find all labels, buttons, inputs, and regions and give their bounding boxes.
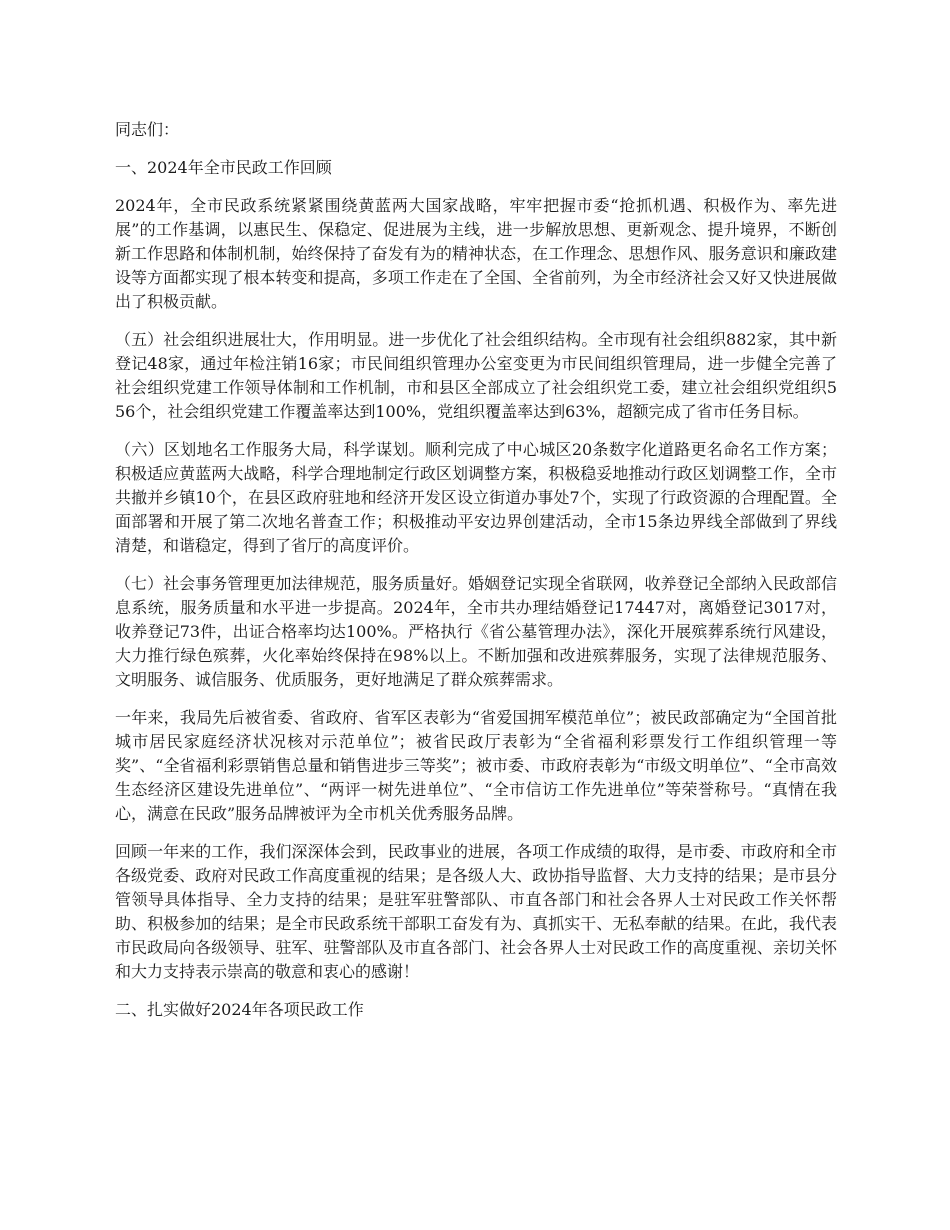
paragraph-reflection: 回顾一年来的工作，我们深深体会到，民政事业的进展，各项工作成绩的取得，是市委、市政府和全市各级党委、政府对民政工作高度重视的结果；是各级人大、政协指导监督、大力支持的结果；是市县分管领导具体指导、全力支持的结果；是驻军驻警部队、市直各部门和社会各界人士对民政工作关怀帮助、积极参加的结果；是全市民政系统干部职工奋发有为、真抓实干、无私奉献的结果。在此，我代表市民政局向各级领导、驻军、驻警部队及市直各部门、社会各界人士对民政工作的高度重视、亲切关怀和大力支持表示崇高的敬意和衷心的感谢！ xyxy=(115,842,837,981)
paragraph-administrative-divisions: （六）区划地名工作服务大局，科学谋划。顺利完成了中心城区20条数字化道路更名命名工作方案；积极适应黄蓝两大战略，科学合理地制定行政区划调整方案，积极稳妥地推动行政区划调整工作，全市共撤并乡镇10个，在县区政府驻地和经济开发区设立街道办事处7个，实现了行政资源的合理配置。全面部署和开展了第二次地名普查工作；积极推动平安边界创建活动，全市15条边界线全部做到了界线清楚，和谐稳定，得到了省厅的高度评价。 xyxy=(115,440,837,555)
paragraph-honors: 一年来，我局先后被省委、省政府、省军区表彰为“省爱国拥军模范单位”；被民政部确定为“全国首批城市居民家庭经济状况核对示范单位”；被省民政厅表彰为“全省福利彩票发行工作组织管理一等奖”、“全省福利彩票销售总量和销售进步三等奖”；被市委、市政府表彰为“市级文明单位”、“全市高效生态经济区建设先进单位”、“两评一树先进单位”、“全市信访工作先进单位”等荣誉称号。“真情在我心，满意在民政”服务品牌被评为全市机关优秀服务品牌。 xyxy=(115,708,837,823)
paragraph-overview: 2024年，全市民政系统紧紧围绕黄蓝两大国家战略，牢牢把握市委“抢抓机遇、积极作为、率先进展”的工作基调，以惠民生、保稳定、促进展为主线，进一步解放思想、更新观念、提升境界，不断创新工作思路和体制机制，始终保持了奋发有为的精神状态，在工作理念、思想作风、服务意识和廉政建设等方面都实现了根本转变和提高，多项工作走在了全国、全省前列，为全市经济社会又好又快进展做出了积极贡献。 xyxy=(115,196,837,311)
section-heading-review: 一、2024年全市民政工作回顾 xyxy=(115,158,332,177)
section-heading-plan: 二、扎实做好2024年各项民政工作 xyxy=(115,1000,364,1019)
greeting: 同志们： xyxy=(115,120,180,139)
paragraph-social-organizations: （五）社会组织进展壮大，作用明显。进一步优化了社会组织结构。全市现有社会组织882家，其中新登记48家，通过年检注销16家；市民间组织管理办公室变更为市民间组织管理局，进一步健全完善了社会组织党建工作领导体制和工作机制，市和县区全部成立了社会组织党工委，建立社会组织党组织556个，社会组织党建工作覆盖率达到100%，党组织覆盖率达到63%，超额完成了省市任务目标。 xyxy=(115,330,837,421)
document-body xyxy=(115,118,837,1036)
paragraph-social-affairs: （七）社会事务管理更加法律规范，服务质量好。婚姻登记实现全省联网，收养登记全部纳入民政部信息系统，服务质量和水平进一步提高。2024年，全市共办理结婚登记17447对，离婚登记3017对，收养登记73件，出证合格率均达100%。严格执行《省公墓管理办法》，深化开展殡葬系统行风建设，大力推行绿色殡葬，火化率始终保持在98%以上。不断加强和改进殡葬服务，实现了法律规范服务、文明服务、诚信服务、优质服务，更好地满足了群众殡葬需求。 xyxy=(115,574,837,689)
